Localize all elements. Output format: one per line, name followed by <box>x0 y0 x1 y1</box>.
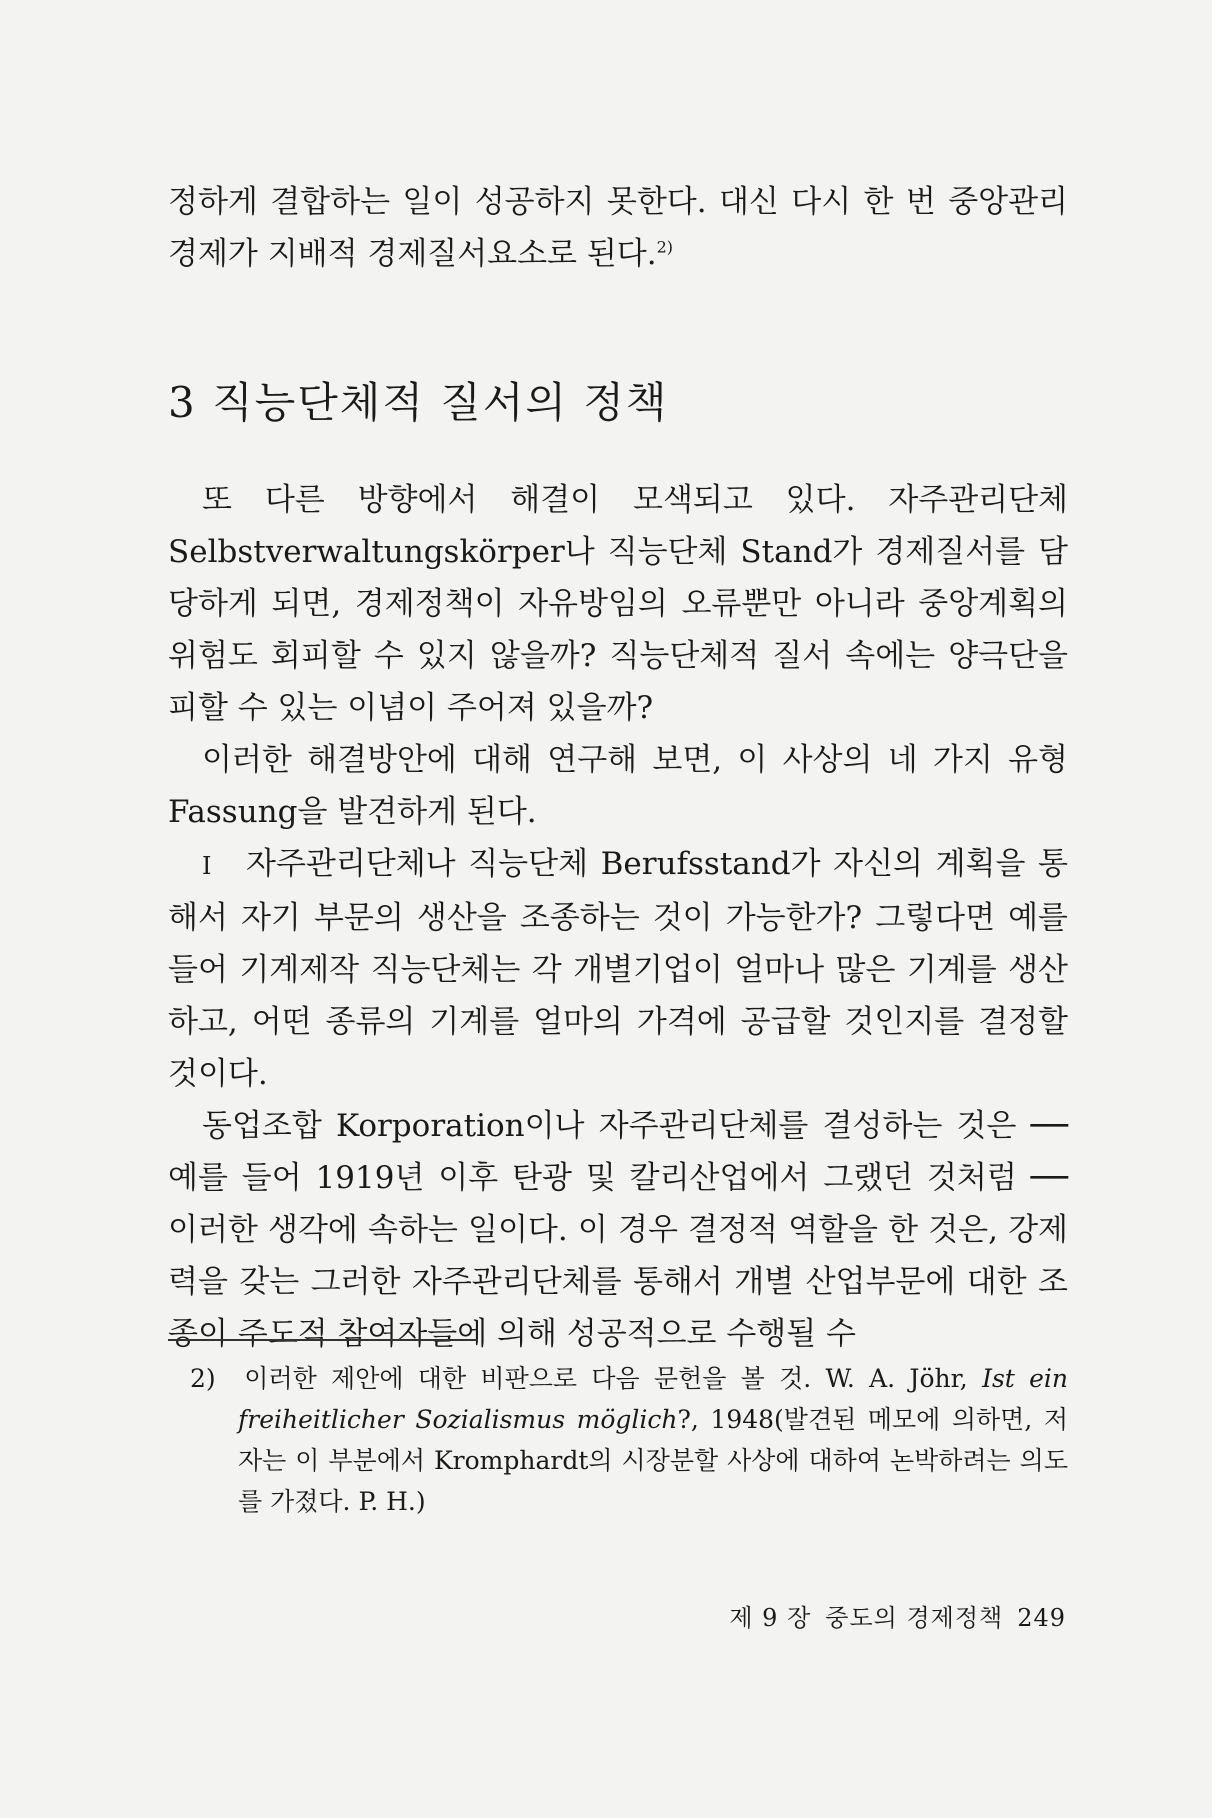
footnote-divider <box>168 1339 478 1341</box>
list-item-i <box>168 838 1068 1100</box>
footnote-reference[interactable]: 2) <box>656 237 674 257</box>
section-body <box>168 474 1068 1360</box>
paragraph-3: 동업조합 Korporation이나 자주관리단체를 결성하는 것은 ── 예를 들어 1919년 이후 탄광 및 칼리산업에서 그랬던 것처럼 ── 이러한 생각에 속하는 일이다. 이 경우 결정적 역할을 한 것은, 강제력을 갖는 그러한 자주관리단체를 통해서 개별 산업부문에 대한 조종이 주도적 참여자들에 의해 성공적으로 수행될 수 <box>168 1108 1068 1352</box>
paragraph-2: 이러한 해결방안에 대해 연구해 보면, 이 사상의 네 가지 유형 Fassung을 발견하게 된다. <box>168 742 1068 830</box>
item-numeral: I <box>202 852 212 880</box>
page-number: 249 <box>1017 1604 1066 1632</box>
footnote-cited-title: Ist ein freiheitlicher Sozialismus möglich <box>238 1364 1069 1434</box>
continuation-text: 정하게 결합하는 일이 성공하지 못한다. 대신 다시 한 번 중앙관리경제가 지배적 경제질서요소로 된다. <box>168 184 1068 272</box>
footnote-text-before: 이러한 제안에 대한 비판으로 다음 문헌을 볼 것. W. A. Jöhr, <box>244 1364 983 1393</box>
running-footer <box>715 1598 1066 1633</box>
item-text: 자주관리단체나 직능단체 Berufsstand가 자신의 계획을 통해서 자기 부문의 생산을 조종하는 것이 가능한가? 그렇다면 예를 들어 기계제작 직능단체는 각 개별기업이 얼마나 많은 기계를 생산하고, 어떤 종류의 기계를 얼마의 가격에 공급할 것인지를 결정할 것이다. <box>168 846 1068 1092</box>
section-heading: 3 직능단체적 질서의 정책 <box>168 378 669 427</box>
paragraph-1: 또 다른 방향에서 해결이 모색되고 있다. 자주관리단체 Selbstverwaltungskörper나 직능단체 Stand가 경제질서를 담당하게 되면, 경제정책이 자유방임의 오류뿐만 아니라 중앙계획의 위험도 회피할 수 있지 않을까? 직능단체적 질서 속에는 양극단을 피할 수 있는 이념이 주어져 있을까? <box>168 482 1068 726</box>
footnote <box>190 1358 1068 1522</box>
footer-chapter-title: 중도의 경제정책 <box>825 1604 1004 1632</box>
footnote-marker: 2) <box>190 1364 216 1393</box>
footer-chapter: 제 9 장 <box>729 1604 812 1632</box>
footnote-text-after: ?, 1948(발견된 메모에 의하면, 저자는 이 부분에서 Kromphardt의 시장분할 사상에 대하여 논박하려는 의도를 가졌다. P. H.) <box>238 1405 1068 1516</box>
continuation-paragraph <box>168 176 1068 280</box>
